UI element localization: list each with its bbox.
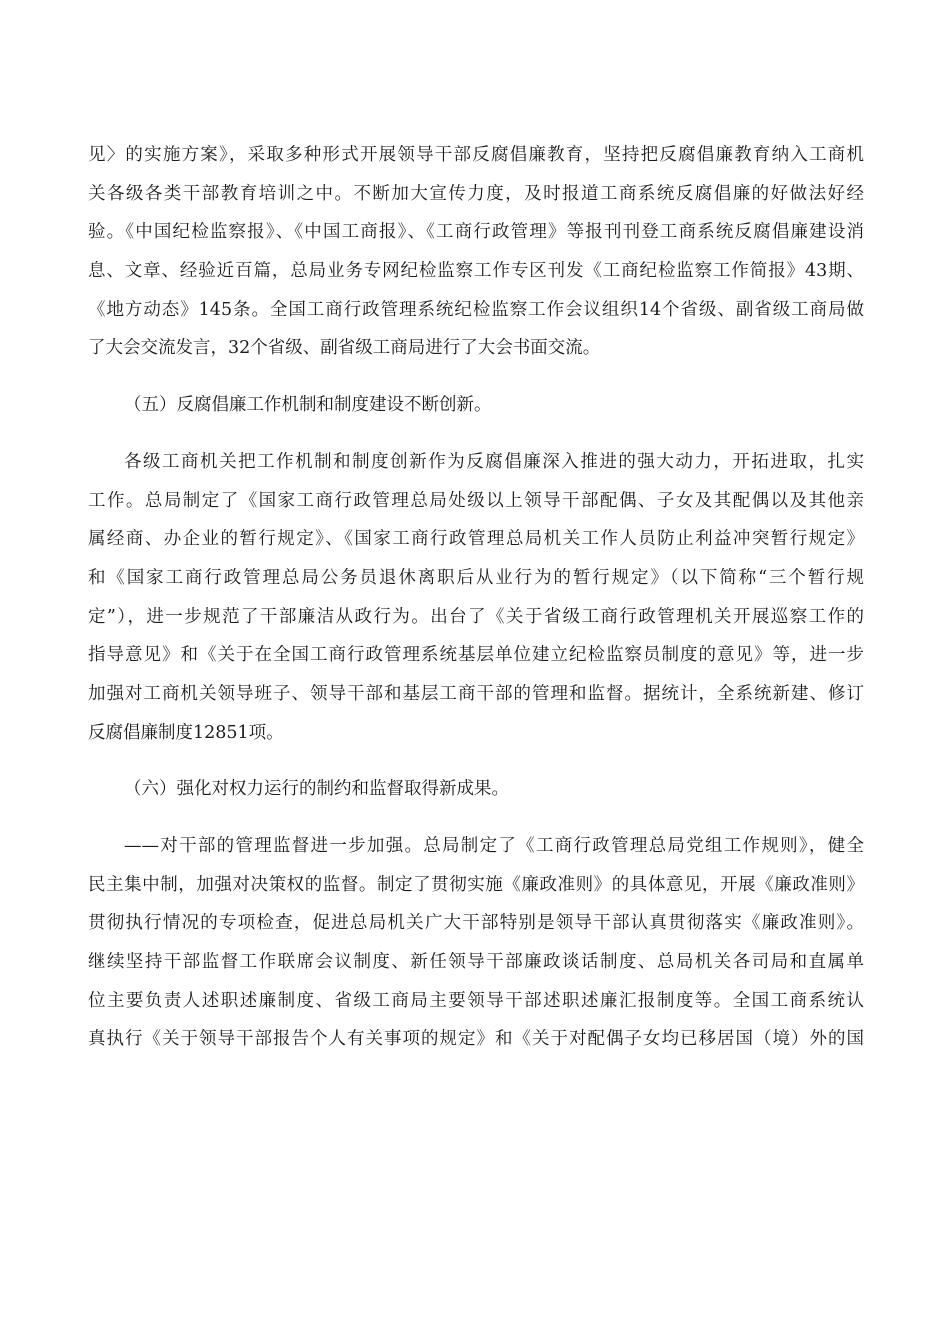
- text-line: 真执行《关于领导干部报告个人有关事项的规定》和《关于对配偶子女均已移居国（境）外的国: [88, 1029, 864, 1050]
- paragraph-gap: [88, 368, 864, 386]
- paragraph-gap: [88, 425, 864, 443]
- text-line: 了大会交流发言，32个省级、副省级工商局进行了大会书面交流。: [88, 338, 601, 359]
- paragraph: [88, 443, 864, 753]
- paragraph-gap: [88, 809, 864, 827]
- text-line: 民主集中制，加强对决策权的监督。制定了贯彻实施《廉政准则》的具体意见，开展《廉政准则》: [88, 874, 864, 895]
- paragraph: [88, 827, 864, 1059]
- text-line: 加强对工商机关领导班子、领导干部和基层工商干部的管理和监督。据统计，全系统新建、修订: [88, 683, 864, 704]
- text-line: 息、文章、经验近百篇，总局业务专网纪检监察工作专区刊发《工商纪检监察工作简报》43期、: [88, 261, 864, 282]
- text-line: 工作。总局制定了《国家工商行政管理总局处级以上领导干部配偶、子女及其配偶以及其他亲: [88, 490, 864, 511]
- text-line: 见〉的实施方案》，采取多种形式开展领导干部反腐倡廉教育，坚持把反腐倡廉教育纳入工商机: [88, 145, 864, 165]
- text-line: 验。《中国纪检监察报》、《中国工商报》、《工商行政管理》等报刊刊登工商系统反腐倡廉建设消: [88, 222, 864, 243]
- text-line: 反腐倡廉制度12851项。: [88, 722, 284, 743]
- text-line: （六）强化对权力运行的制约和监督取得新成果。: [124, 779, 509, 800]
- paragraph-gap: [88, 752, 864, 770]
- text-line: ——对干部的管理监督进一步加强。总局制定了《工商行政管理总局党组工作规则》，健全: [124, 836, 864, 856]
- text-line: 属经商、办企业的暂行规定》、《国家工商行政管理总局机关工作人员防止利益冲突暂行规定》: [88, 529, 864, 550]
- text-line: 《地方动态》145条。全国工商行政管理系统纪检监察工作会议组织14个省级、副省级工商局做: [88, 299, 864, 320]
- text-line: 关各级各类干部教育培训之中。不断加大宣传力度，及时报道工商系统反腐倡廉的好做法好经: [88, 183, 864, 204]
- text-line: 指导意见》和《关于在全国工商行政管理系统基层单位建立纪检监察员制度的意见》等，进一步: [88, 645, 864, 666]
- text-line: 位主要负责人述职述廉制度、省级工商局主要领导干部述职述廉汇报制度等。全国工商系统认: [88, 990, 864, 1011]
- paragraph: [88, 136, 864, 368]
- text-line: 和《国家工商行政管理总局公务员退休离职后从业行为的暂行规定》（以下简称“三个暂行规: [88, 567, 864, 588]
- text-line: 定”），进一步规范了干部廉洁从政行为。出台了《关于省级工商行政管理机关开展巡察工作的: [88, 606, 864, 627]
- paragraph: [88, 386, 864, 425]
- paragraph: [88, 770, 864, 809]
- document-page: [88, 136, 864, 1059]
- text-line: 各级工商机关把工作机制和制度创新作为反腐倡廉深入推进的强大动力，开拓进取，扎实: [124, 451, 864, 472]
- text-line: 继续坚持干部监督工作联席会议制度、新任领导干部廉政谈话制度、总局机关各司局和直属单: [88, 952, 864, 973]
- text-line: 贯彻执行情况的专项检查，促进总局机关广大干部特别是领导干部认真贯彻落实《廉政准则》。: [88, 913, 864, 934]
- text-line: （五）反腐倡廉工作机制和制度建设不断创新。: [124, 395, 492, 416]
